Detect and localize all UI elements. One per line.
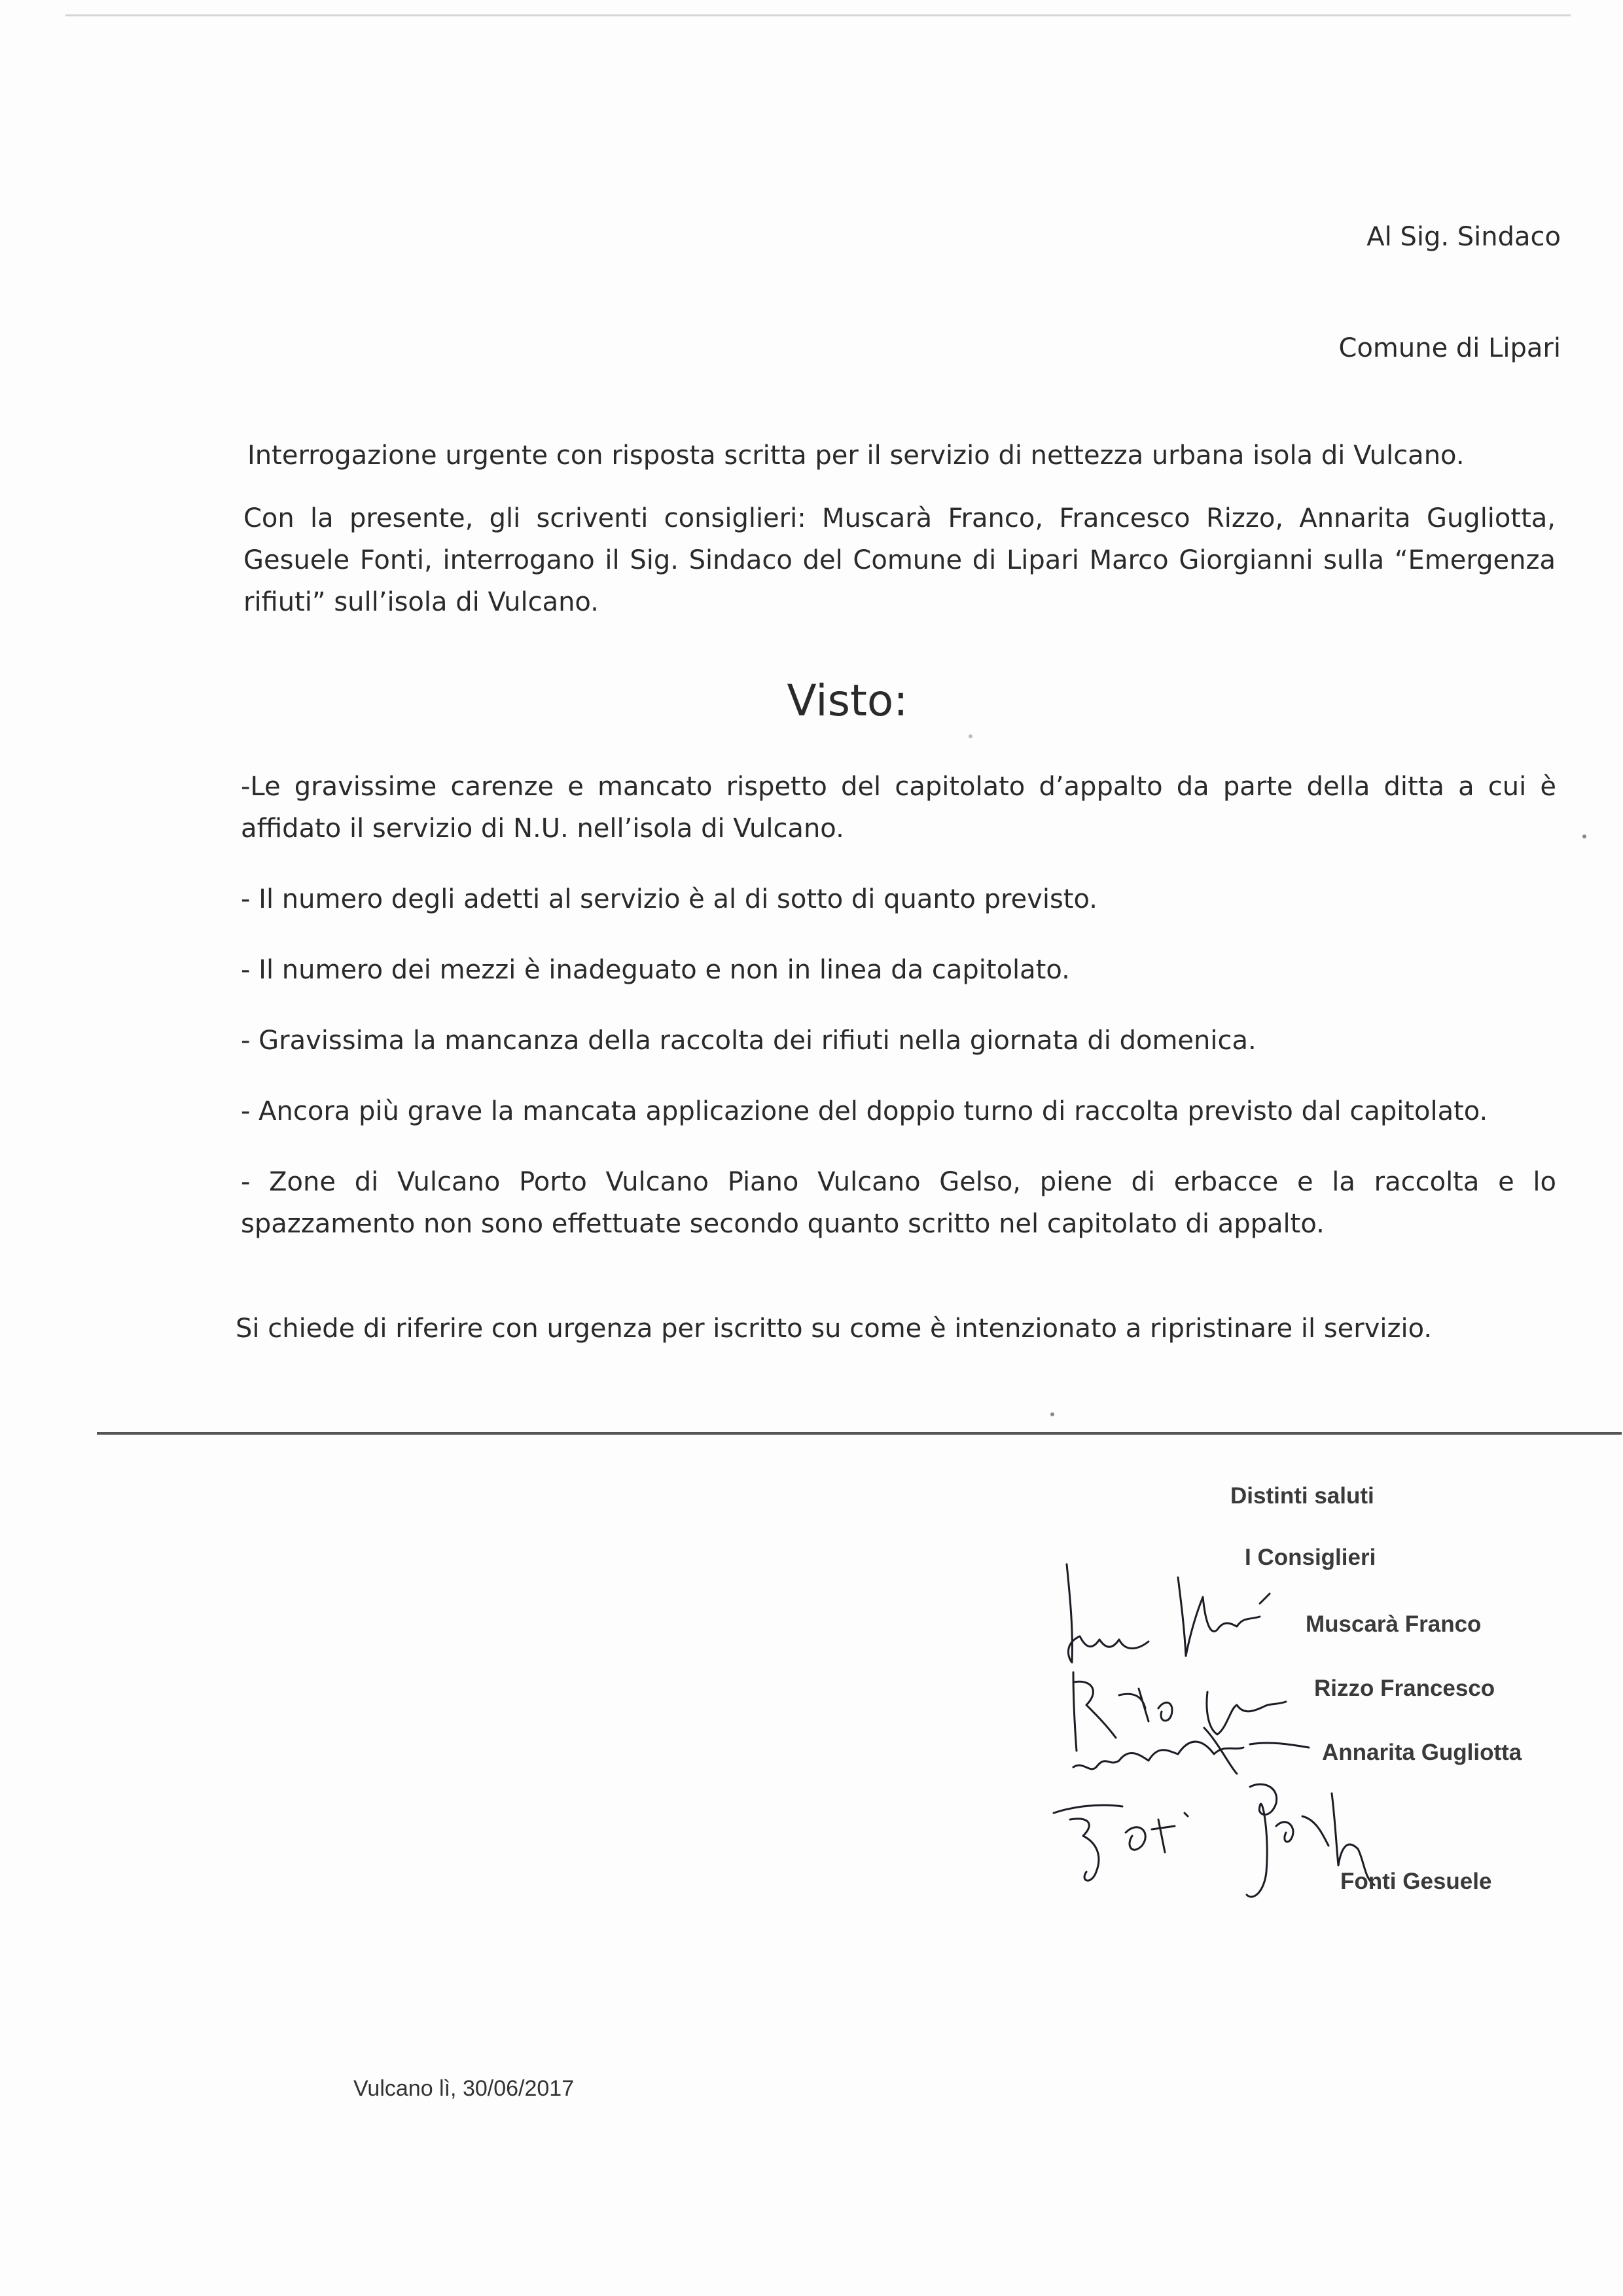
signatory-name: Annarita Gugliotta — [1322, 1740, 1522, 1765]
list-item: - Ancora più grave la mancata applicazione del doppio turno di raccolta previsto dal capitolato. — [241, 1096, 1488, 1126]
closing-request: Si chiede di riferire con urgenza per iscritto su come è intenzionato a ripristinare il servizio. — [236, 1314, 1433, 1344]
signatory-name: Rizzo Francesco — [1314, 1676, 1495, 1701]
list-item: -Le gravissime carenze e mancato rispetto del capitolato d’appalto da parte della ditta a cui è affidato il servizio di N.U. nell’isola di Vulcano. — [241, 772, 1556, 844]
scan-speck — [969, 734, 972, 738]
list-item: - Il numero dei mezzi è inadeguato e non in linea da capitolato. — [241, 955, 1070, 985]
addressee-title: Al Sig. Sindaco — [1366, 222, 1561, 252]
signatory-name: Muscarà Franco — [1306, 1611, 1482, 1637]
intro-paragraph: Con la presente, gli scriventi consiglieri: Muscarà Franco, Francesco Rizzo, Annarita Gugliotta, Gesuele Fonti, interrogano il Sig. Sindaco del Comune di Lipari Marco Giorgianni sulla “Emergenza rifiuti” sull’isola di Vulcano. — [243, 503, 1556, 617]
addressee-block — [1339, 216, 1561, 439]
subject-line: Interrogazione urgente con risposta scritta per il servizio di nettezza urbana isola di Vulcano. — [247, 440, 1465, 471]
visto-heading: Visto: — [787, 675, 908, 726]
list-item: - Zone di Vulcano Porto Vulcano Piano Vulcano Gelso, piene di erbacce e la raccolta e lo spazzamento non sono effettuate secondo quanto scritto nel capitolato di appalto. — [241, 1167, 1556, 1239]
signatories-title: I Consiglieri — [1245, 1545, 1376, 1570]
greeting: Distinti saluti — [1230, 1483, 1374, 1509]
scan-speck — [1582, 834, 1586, 838]
top-scan-line — [65, 14, 1571, 16]
considerations-list — [241, 766, 1556, 1274]
signatory-name: Fonti Gesuele — [1340, 1869, 1492, 1894]
horizontal-divider — [97, 1432, 1622, 1435]
list-item: - Gravissima la mancanza della raccolta dei rifiuti nella giornata di domenica. — [241, 1026, 1257, 1056]
addressee-office: Comune di Lipari — [1338, 333, 1561, 363]
place-and-date: Vulcano lì, 30/06/2017 — [353, 2076, 575, 2101]
scan-speck — [1050, 1412, 1054, 1416]
list-item: - Il numero degli adetti al servizio è al di sotto di quanto previsto. — [241, 884, 1097, 914]
